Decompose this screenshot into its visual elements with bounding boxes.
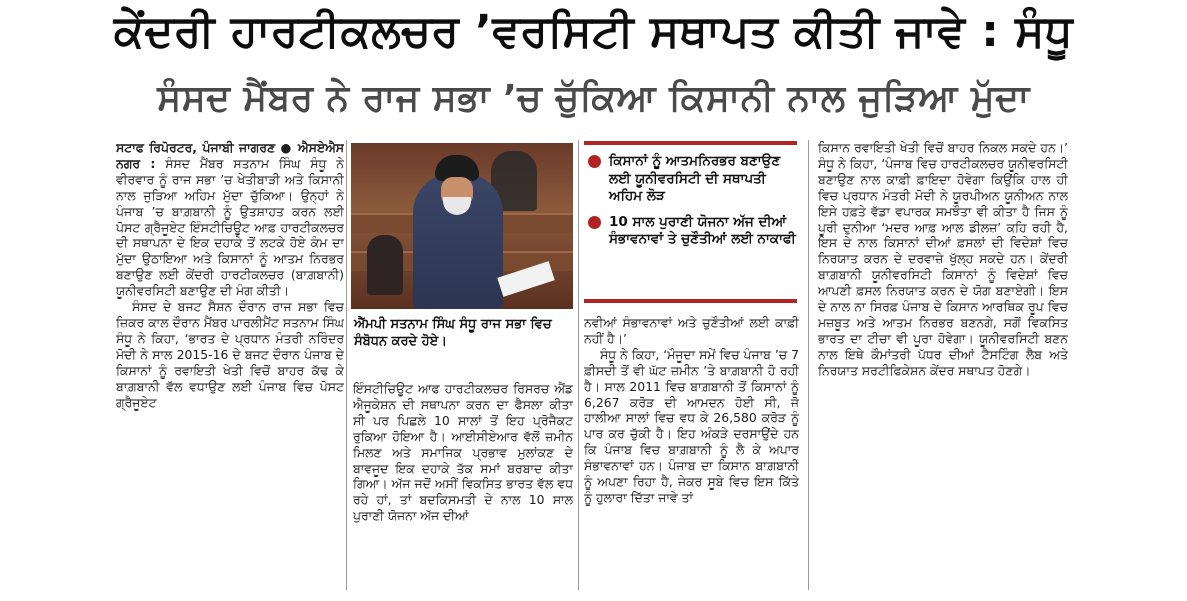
page-headline: ਕੇਂਦਰੀ ਹਾਰਟੀਕਲਚਰ ’ਵਰਸਿਟੀ ਸਥਾਪਤ ਕੀਤੀ ਜਾਵੇ : ਸੰਧੂ — [113, 6, 1074, 57]
article-column-4 — [584, 315, 799, 590]
bullet-icon — [588, 216, 601, 229]
paragraph-text: ਸੰਸਦ ਮੈਂਬਰ ਸਤਨਾਮ ਸਿੰਘ ਸੰਧੂ ਨੇ ਵੀਰਵਾਰ ਨੂੰ ਰਾਜ ਸਭਾ ’ਚ ਖੇਤੀਬਾੜੀ ਅਤੇ ਕਿਸਾਨੀ ਨਾਲ ਜੁੜਿਆ ਅਹਿਮ ਮੁੱਦਾ ਚੁੱਕਿਆ। ਉਨ੍ਹਾਂ ਨੇ ਪੰਜਾਬ ’ਚ ਬਾਗ਼ਬਾਨੀ ਨੂੰ ਉਤਸ਼ਾਹਤ ਕਰਨ ਲਈ ਪੋਸਟ ਗ੍ਰੈਜੂਏਟ ਇੰਸਟੀਚਿਊਟ ਆਫ਼ ਹਾਰਟੀਕਲਚਰ ਦੀ ਸਥਾਪਨਾ ਦੇ ਇਕ ਦਹਾਕੇ ਤੋਂ ਲਟਕੇ ਹੋਏ ਕੰਮ ਦਾ ਮੁੱਦਾ ਉਠਾਇਆ ਅਤੇ ਕਿਸਾਨਾਂ ਨੂੰ ਆਤਮ ਨਿਰਭਰ ਬਣਾਉਣ ਲਈ ਕੇਂਦਰੀ ਹਾਰਟੀਕਲਚਰ (ਬਾਗ਼ਬਾਨੀ) ਯੂਨੀਵਰਸਿਟੀ ਬਣਾਉਣ ਦੀ ਮੰਗ ਕੀਤੀ। — [116, 155, 344, 299]
column-divider — [346, 140, 347, 590]
article-column-3 — [353, 381, 573, 581]
page-subheadline: ਸੰਸਦ ਮੈਂਬਰ ਨੇ ਰਾਜ ਸਭਾ ’ਚ ਚੁੱਕਿਆ ਕਿਸਾਨੀ ਨਾਲ ਜੁੜਿਆ ਮੁੱਦਾ — [157, 78, 1030, 119]
byline: ਸਟਾਫ ਰਿਪੋਰਟਰ, ਪੰਜਾਬੀ ਜਾਗਰਣ ● ਐਸਏਐਸ ਨਗਰ : — [116, 140, 344, 171]
photo-person-shape — [367, 235, 403, 295]
article-column-1 — [116, 140, 344, 595]
article-paragraph: ਸੰਸਦ ਦੇ ਬਜਟ ਸੈਸ਼ਨ ਦੌਰਾਨ ਰਾਜ ਸਭਾ ਵਿਚ ਜ਼ਿਕਰ ਕਾਲ ਦੌਰਾਨ ਮੈਂਬਰ ਪਾਰਲੀਮੈਂਟ ਸਤਨਾਮ ਸਿੰਘ ਸੰਧੂ ਨੇ ਕਿਹਾ, ‘ਭਾਰਤ ਦੇ ਪ੍ਰਧਾਨ ਮੰਤਰੀ ਨਰਿੰਦਰ ਮੋਦੀ ਨੇ ਸਾਲ 2015-16 ਦੇ ਬਜਟ ਦੌਰਾਨ ਪੰਜਾਬ ਦੇ ਕਿਸਾਨਾਂ ਨੂੰ ਰਵਾਇਤੀ ਖੇਤੀ ਵਿਚੋਂ ਬਾਹਰ ਕੱਢ ਕੇ ਬਾਗ਼ਬਾਨੀ ਵੱਲ ਵਧਾਉਣ ਲਈ ਪੰਜਾਬ ਵਿਚ ਪੋਸਟ ਗ੍ਰੈਜੂਏਟ — [116, 299, 344, 410]
highlight-item — [584, 153, 797, 206]
highlight-text: ਕਿਸਾਨਾਂ ਨੂੰ ਆਤਮਨਿਰਭਰ ਬਣਾਉਣ ਲਈ ਯੂਨੀਵਰਸਿਟੀ ਦੀ ਸਥਾਪਤੀ ਅਹਿਮ ਲੋੜ — [609, 153, 781, 204]
article-paragraph: ਸੰਧੂ ਨੇ ਕਿਹਾ, ‘ਮੌਜੂਦਾ ਸਮੇਂ ਵਿਚ ਪੰਜਾਬ ’ਚ 7 ਫ਼ੀਸਦੀ ਤੋਂ ਵੀ ਘੱਟ ਜ਼ਮੀਨ ’ਤੇ ਬਾਗ਼ਬਾਨੀ ਹੋ ਰਹੀ ਹੈ। ਸਾਲ 2011 ਵਿਚ ਬਾਗ਼ਬਾਨੀ ਤੋਂ ਕਿਸਾਨਾਂ ਨੂੰ 6,267 ਕਰੋੜ ਦੀ ਆਮਦਨ ਹੋਈ ਸੀ, ਜੋ ਹਾਲੀਆ ਸਾਲਾਂ ਵਿਚ ਵਧ ਕੇ 26,580 ਕਰੋੜ ਨੂੰ ਪਾਰ ਕਰ ਚੁੱਕੀ ਹੈ। ਇਹ ਅੰਕੜੇ ਦਰਸਾਉਂਦੇ ਹਨ ਕਿ ਪੰਜਾਬ ਵਿਚ ਬਾਗ਼ਬਾਨੀ ਨੂੰ ਲੈ ਕੇ ਅਪਾਰ ਸੰਭਾਵਨਾਵਾਂ ਹਨ। ਪੰਜਾਬ ਦਾ ਕਿਸਾਨ ਬਾਗ਼ਬਾਨੀ ਨੂੰ ਅਪਣਾ ਰਿਹਾ ਹੈ, ਜੇਕਰ ਸੂਬੇ ਵਿਚ ਇਸ ਕਿੱਤੇ ਨੂੰ ਹੁਲਾਰਾ ਦਿੱਤਾ ਜਾਵੇ ਤਾਂ — [584, 346, 799, 505]
column-divider — [808, 140, 809, 590]
article-paragraph — [116, 140, 344, 299]
photo-caption: ਐੱਮਪੀ ਸਤਨਾਮ ਸਿੰਘ ਸੰਧੂ ਰਾਜ ਸਭਾ ਵਿਚ ਸੰਬੋਧਨ ਕਰਦੇ ਹੋਏ। — [354, 317, 552, 349]
article-paragraph: ਕਿਸਾਨ ਰਵਾਇਤੀ ਖੇਤੀ ਵਿਚੋਂ ਬਾਹਰ ਨਿਕਲ ਸਕਦੇ ਹਨ।’ ਸੰਧੂ ਨੇ ਕਿਹਾ, ‘ਪੰਜਾਬ ਵਿਚ ਹਾਰਟੀਕਲਚਰ ਯੂਨੀਵਰਸਿਟੀ ਬਣਾਉਣ ਨਾਲ ਕਾਫ਼ੀ ਫ਼ਾਇਦਾ ਹੋਵੇਗਾ ਕਿਉਂਕਿ ਹਾਲ ਹੀ ਵਿਚ ਪ੍ਰਧਾਨ ਮੰਤਰੀ ਮੋਦੀ ਨੇ ਯੂਰਪੀਅਨ ਯੂਨੀਅਨ ਨਾਲ ਇਸੇ ਹਫ਼ਤੇ ਵੱਡਾ ਵਪਾਰਕ ਸਮਝੌਤਾ ਵੀ ਕੀਤਾ ਹੈ ਜਿਸ ਨੂੰ ਪੂਰੀ ਦੁਨੀਆ ‘ਮਦਰ ਆਫ਼ ਆਲ ਡੀਲਜ਼’ ਕਹਿ ਰਹੀ ਹੈ, ਇਸ ਦੇ ਨਾਲ ਕਿਸਾਨਾਂ ਦੀਆਂ ਫ਼ਸਲਾਂ ਦੀ ਵਿਦੇਸ਼ਾਂ ਵਿਚ ਨਿਰਯਾਤ ਕਰਨ ਦੇ ਦਰਵਾਜ਼ੇ ਖੁੱਲ੍ਹ ਸਕਦੇ ਹਨ। ਕੇਂਦਰੀ ਬਾਗ਼ਬਾਨੀ ਯੂਨੀਵਰਸਿਟੀ ਕਿਸਾਨਾਂ ਨੂੰ ਵਿਦੇਸ਼ਾਂ ਵਿਚ ਆਪਣੀ ਫ਼ਸਲ ਨਿਰਯਾਤ ਕਰਨ ਦੇ ਯੋਗ ਬਣਾਏਗੀ। ਇਸ ਦੇ ਨਾਲ ਨਾ ਸਿਰਫ਼ ਪੰਜਾਬ ਦੇ ਕਿਸਾਨ ਆਰਥਿਕ ਰੂਪ ਵਿਚ ਮਜ਼ਬੂਤ ਅਤੇ ਆਤਮ ਨਿਰਭਰ ਬਣਨਗੇ, ਸਗੋਂ ਵਿਕਸਿਤ ਭਾਰਤ ਦਾ ਟੀਚਾ ਵੀ ਪੂਰਾ ਹੋਵੇਗਾ। ਯੂਨੀਵਰਸਿਟੀ ਬਣਨ ਨਾਲ ਇਥੇ ਕੌਮਾਂਤਰੀ ਪੱਧਰ ਦੀਆਂ ਟੈਸਟਿੰਗ ਲੈਬ ਅਤੇ ਨਿਰਯਾਤ ਸਰਟੀਫਿਕੇਸ਼ਨ ਕੇਂਦਰ ਸਥਾਪਤ ਹੋਣਗੇ। — [818, 140, 1068, 378]
highlight-item — [584, 214, 797, 249]
article-column-5 — [818, 140, 1068, 595]
highlights-rule-bottom — [584, 299, 797, 303]
highlight-text: 10 ਸਾਲ ਪੁਰਾਣੀ ਯੋਜਨਾ ਅੱਜ ਦੀਆਂ ਸੰਭਾਵਨਾਵਾਂ ਤੇ ਚੁਣੌਤੀਆਂ ਲਈ ਨਾਕਾਫੀ — [609, 213, 796, 247]
article-paragraph: ਨਵੀਆਂ ਸੰਭਾਵਨਾਵਾਂ ਅਤੇ ਚੁਣੌਤੀਆਂ ਲਈ ਕਾਫ਼ੀ ਨਹੀਂ ਹੈ।’ — [584, 315, 799, 346]
news-photo — [351, 143, 573, 309]
bullet-icon — [588, 155, 601, 168]
article-paragraph: ਇੰਸਟੀਚਿਊਟ ਆਫ ਹਾਰਟੀਕਲਚਰ ਰਿਸਰਚ ਐਂਡ ਐਜੂਕੇਸ਼ਨ ਦੀ ਸਥਾਪਨਾ ਕਰਨ ਦਾ ਫੈਸਲਾ ਕੀਤਾ ਸੀ ਪਰ ਪਿਛਲੇ 10 ਸਾਲਾਂ ਤੋਂ ਇਹ ਪ੍ਰੋਜੈਕਟ ਰੁਕਿਆ ਹੋਇਆ ਹੈ। ਆਈਸੀਏਆਰ ਵੱਲੋਂ ਜ਼ਮੀਨ ਮਿਲਣ ਅਤੇ ਸਮਾਜਿਕ ਪ੍ਰਭਾਵ ਮੁਲਾਂਕਣ ਦੇ ਬਾਵਜੂਦ ਇਕ ਦਹਾਕੇ ਤੱਕ ਸਮਾਂ ਬਰਬਾਦ ਕੀਤਾ ਗਿਆ। ਅੱਜ ਜਦੋਂ ਅਸੀਂ ਵਿਕਸਿਤ ਭਾਰਤ ਵੱਲ ਵਧ ਰਹੇ ਹਾਂ, ਤਾਂ ਬਦਕਿਸਮਤੀ ਦੇ ਨਾਲ 10 ਸਾਲ ਪੁਰਾਣੀ ਯੋਜਨਾ ਅੱਜ ਦੀਆਂ — [353, 381, 573, 524]
highlights-box — [584, 141, 797, 303]
column-divider — [578, 140, 579, 590]
highlights-rule-top — [584, 141, 797, 145]
